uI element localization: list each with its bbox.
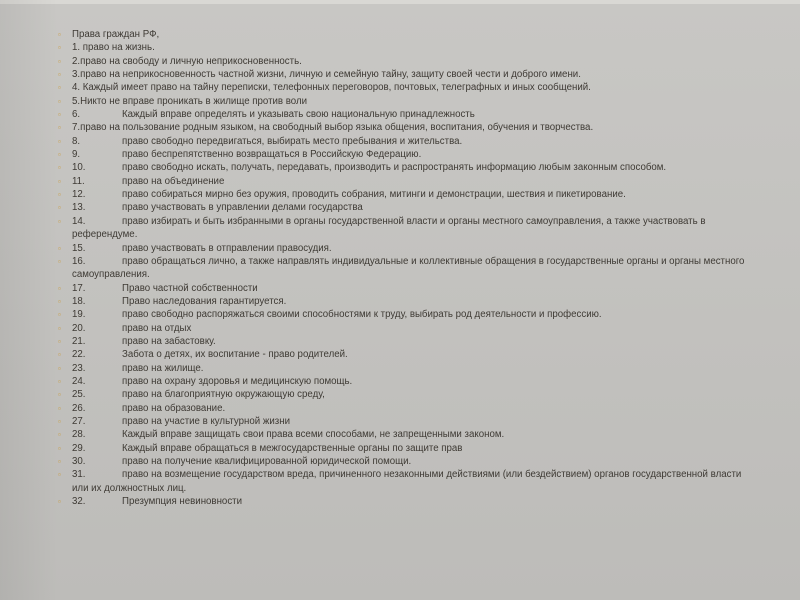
bullet-icon: ▫ bbox=[58, 83, 61, 93]
item-text: право на образование. bbox=[122, 402, 226, 414]
list-item bbox=[58, 348, 752, 361]
item-number: 23. bbox=[72, 362, 86, 374]
list-item bbox=[58, 121, 752, 134]
bullet-icon: ▫ bbox=[58, 190, 61, 200]
item-text: право на жилище. bbox=[122, 362, 204, 374]
item-text: право избирать и быть избранными в органы государственной власти и органы местного самоуправления, а также участвовать в референдуме. bbox=[72, 215, 706, 241]
list-item bbox=[58, 402, 752, 415]
item-text: право на забастовку. bbox=[122, 335, 216, 347]
list-item bbox=[58, 188, 752, 201]
list-item bbox=[58, 242, 752, 255]
list-item bbox=[58, 282, 752, 295]
list-item bbox=[58, 175, 752, 188]
item-number: 18. bbox=[72, 295, 86, 307]
bullet-icon: ▫ bbox=[58, 403, 61, 413]
list-item bbox=[58, 41, 752, 54]
item-text: право свободно передвигаться, выбирать место пребывания и жительства. bbox=[122, 135, 463, 147]
list-item bbox=[58, 148, 752, 161]
bullet-icon: ▫ bbox=[58, 497, 61, 507]
bullet-icon: ▫ bbox=[58, 416, 61, 426]
item-number: 6. bbox=[72, 109, 81, 121]
item-number: 22. bbox=[72, 349, 86, 361]
list-item bbox=[58, 135, 752, 148]
bullet-icon: ▫ bbox=[58, 336, 61, 346]
list-item bbox=[58, 375, 752, 388]
bullet-icon: ▫ bbox=[58, 390, 61, 400]
item-number: 17. bbox=[72, 282, 86, 294]
item-text: право на получение квалифицированной юридической помощи. bbox=[122, 456, 412, 467]
item-text: 2.право на свободу и личную неприкосновенность. bbox=[72, 55, 302, 67]
item-number: 12. bbox=[72, 189, 86, 201]
slide-left-band bbox=[0, 0, 58, 600]
list-item bbox=[58, 322, 752, 335]
bullet-icon: ▫ bbox=[58, 256, 61, 266]
item-number: 21. bbox=[72, 335, 86, 347]
list-item bbox=[58, 335, 752, 348]
item-number: 10. bbox=[72, 162, 86, 174]
item-text: 7.право на пользование родным языком, на свободный выбор языка общения, воспитания, обучения и творчества. bbox=[72, 122, 594, 134]
list-item bbox=[58, 468, 752, 495]
bullet-icon: ▫ bbox=[58, 310, 61, 320]
bullet-icon: ▫ bbox=[58, 150, 61, 160]
item-number: 25. bbox=[72, 389, 86, 401]
bullet-icon: ▫ bbox=[58, 110, 61, 120]
list-item bbox=[58, 362, 752, 375]
item-text: Каждый вправе определять и указывать свою национальную принадлежность bbox=[122, 109, 475, 121]
item-number: 27. bbox=[72, 415, 86, 427]
bullet-icon: ▫ bbox=[58, 96, 61, 106]
item-text: Каждый вправе обращаться в межгосударственные органы по защите прав bbox=[122, 442, 463, 454]
item-number: 28. bbox=[72, 429, 86, 441]
bullet-icon: ▫ bbox=[58, 457, 61, 466]
item-number: 32. bbox=[72, 496, 86, 508]
list-item bbox=[58, 295, 752, 308]
item-number: 29. bbox=[72, 442, 86, 454]
item-text: право свободно распоряжаться своими способностями к труду, выбирать род деятельности и профессию. bbox=[122, 309, 602, 321]
item-text: Каждый вправе защищать свои права всеми способами, не запрещенными законом. bbox=[122, 429, 505, 441]
list-item bbox=[58, 455, 752, 468]
list-item bbox=[58, 161, 752, 174]
bullet-icon: ▫ bbox=[58, 43, 61, 53]
bullet-icon: ▫ bbox=[58, 243, 61, 253]
item-number: 9. bbox=[72, 149, 81, 161]
bullet-icon: ▫ bbox=[58, 283, 61, 293]
item-number: 20. bbox=[72, 322, 86, 334]
bullet-icon: ▫ bbox=[58, 163, 61, 173]
bullet-icon: ▫ bbox=[58, 323, 61, 333]
item-text: Право частной собственности bbox=[122, 282, 258, 294]
list-item bbox=[58, 108, 752, 121]
bullet-icon: ▫ bbox=[58, 296, 61, 306]
item-text: право обращаться лично, а также направлять индивидуальные и коллективные обращения в государственные органы и органы местного самоуправления. bbox=[72, 255, 745, 281]
list-item bbox=[58, 215, 752, 242]
list-item bbox=[58, 415, 752, 428]
item-text: Права граждан РФ, bbox=[72, 29, 160, 40]
item-text: право собираться мирно без оружия, проводить собрания, митинги и демонстрации, шествия и пикетирование. bbox=[122, 189, 626, 201]
bullet-icon: ▫ bbox=[58, 470, 61, 480]
list-item bbox=[58, 81, 752, 94]
item-text: Презумпция невиновности bbox=[122, 496, 243, 508]
item-text: право участвовать в отправлении правосудия. bbox=[122, 242, 332, 254]
item-text: право на охрану здоровья и медицинскую помощь. bbox=[122, 375, 353, 387]
list-item bbox=[58, 68, 752, 81]
item-text: право беспрепятственно возвращаться в Российскую Федерацию. bbox=[122, 149, 422, 161]
item-text: 5.Никто не вправе проникать в жилище против воли bbox=[72, 95, 308, 107]
list-item bbox=[58, 428, 752, 441]
bullet-icon: ▫ bbox=[58, 350, 61, 360]
list-item bbox=[58, 201, 752, 214]
item-text: право на участие в культурной жизни bbox=[122, 415, 290, 427]
bullet-icon: ▫ bbox=[58, 203, 61, 213]
list-item bbox=[58, 55, 752, 68]
list-item bbox=[58, 388, 752, 401]
list-item bbox=[58, 95, 752, 108]
list-item bbox=[58, 495, 752, 508]
bullet-icon: ▫ bbox=[58, 376, 61, 386]
list-item bbox=[58, 442, 752, 455]
item-number: 14. bbox=[72, 215, 86, 227]
item-text: 3.право на неприкосновенность частной жизни, личную и семейную тайну, защиту своей чести и доброго имени. bbox=[72, 69, 581, 81]
item-number: 24. bbox=[72, 375, 86, 387]
item-number: 26. bbox=[72, 402, 86, 414]
bullet-icon: ▫ bbox=[58, 56, 61, 66]
item-number: 11. bbox=[72, 175, 85, 187]
bullet-icon: ▫ bbox=[58, 443, 61, 453]
item-number: 8. bbox=[72, 135, 81, 147]
bullet-icon: ▫ bbox=[58, 176, 61, 186]
item-text: Право наследования гарантируется. bbox=[122, 295, 287, 307]
bullet-icon: ▫ bbox=[58, 136, 61, 146]
item-number: 19. bbox=[72, 309, 86, 321]
item-text: право на отдых bbox=[122, 322, 192, 334]
bullet-icon: ▫ bbox=[58, 70, 61, 80]
item-text: 1. право на жизнь. bbox=[72, 42, 155, 54]
list-item bbox=[58, 28, 752, 41]
item-number: 16. bbox=[72, 255, 86, 267]
item-text: право свободно искать, получать, передавать, производить и распространять информацию любым законным способом. bbox=[122, 162, 667, 174]
item-text: право на благоприятную окружающую среду, bbox=[122, 389, 325, 401]
item-number: 31. bbox=[72, 469, 86, 481]
item-text: право участвовать в управлении делами государства bbox=[122, 202, 363, 214]
item-number: 13. bbox=[72, 202, 86, 214]
item-text: право на возмещение государством вреда, причиненного незаконными действиями (или бездействием) органов государственной власти или их должностных лиц. bbox=[72, 469, 742, 494]
bullet-icon: ▫ bbox=[58, 216, 61, 226]
item-text: Забота о детях, их воспитание - право родителей. bbox=[122, 349, 348, 361]
bullet-icon: ▫ bbox=[58, 30, 61, 39]
item-number: 30. bbox=[72, 456, 86, 467]
slide-content bbox=[58, 28, 752, 508]
item-text: право на объединение bbox=[122, 175, 225, 187]
bullet-icon: ▫ bbox=[58, 430, 61, 440]
bullet-icon: ▫ bbox=[58, 123, 61, 133]
list-item bbox=[58, 308, 752, 321]
item-number: 15. bbox=[72, 242, 86, 254]
bullet-icon: ▫ bbox=[58, 363, 61, 373]
item-text: 4. Каждый имеет право на тайну переписки, телефонных переговоров, почтовых, телеграфных и иных сообщений. bbox=[72, 82, 591, 94]
list-item bbox=[58, 255, 752, 282]
